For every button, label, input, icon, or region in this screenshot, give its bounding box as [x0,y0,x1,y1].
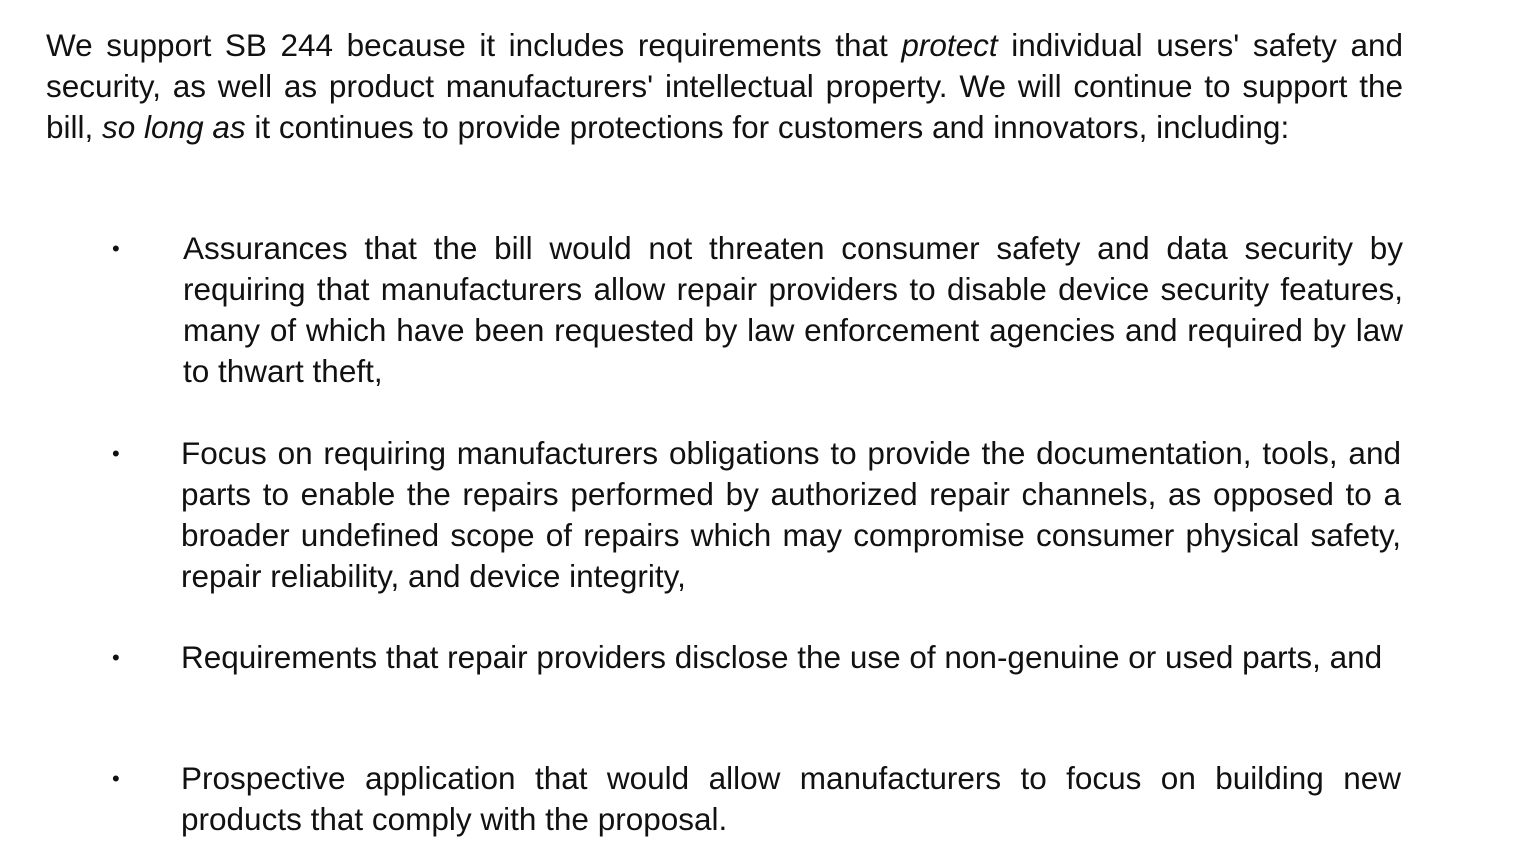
bullet-icon: • [112,766,120,791]
list-item-text: Prospective application that would allow manufacturers to focus on building new products that comply with the proposal. [181,760,1401,837]
bullet-icon: • [112,441,120,466]
intro-text-part2: individual users' safety and security, as well as product manufacturers' intellectual property. We will continue to support the bill, [46,27,1403,145]
intro-text-part3: it continues to provide protections for customers and innovators, including: [245,109,1290,145]
list-item-text: Focus on requiring manufacturers obligations to provide the documentation, tools, and parts to enable the repairs performed by authorized repair channels, as opposed to a broader undefined scope of repairs which may compromise consumer physical safety, repair reliability, and device integrity, [181,435,1401,594]
list-item-text: Requirements that repair providers disclose the use of non-genuine or used parts, and [181,639,1383,675]
bullet-icon: • [112,236,120,261]
intro-text-part1: We support SB 244 because it includes requirements that [46,27,902,63]
bullet-icon: • [112,645,120,670]
list-item-text: Assurances that the bill would not threaten consumer safety and data security by requiring that manufacturers allow repair providers to disable device security features, many of which have been requested by law enforcement agencies and required by law to thwart theft, [183,230,1403,389]
intro-emphasis-protect: protect [901,27,998,63]
intro-emphasis-so-long-as: so long as [102,109,246,145]
